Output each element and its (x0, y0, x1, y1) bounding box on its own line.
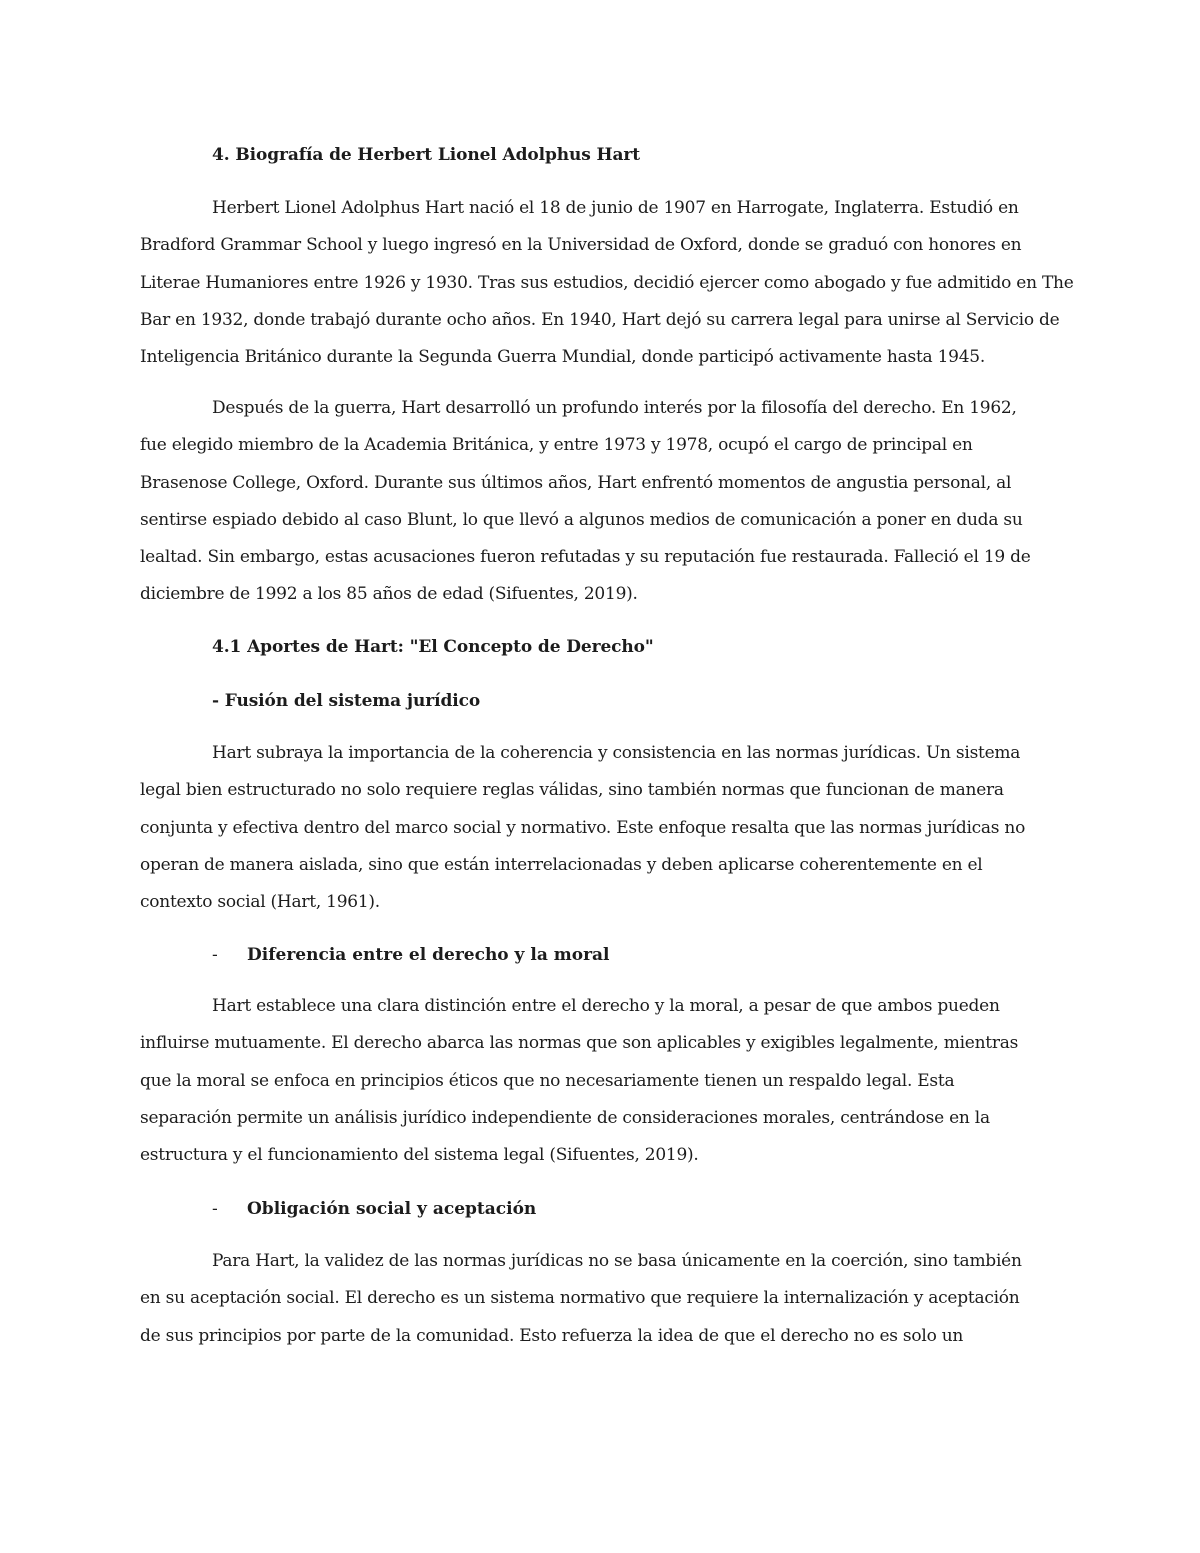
section-heading-biography: 4. Biografía de Herbert Lionel Adolphus Hart (212, 145, 641, 165)
text-line: que la moral se enfoca en principios éticos que no necesariamente tienen un respaldo legal. Esta (140, 1070, 955, 1091)
text-line: Brasenose College, Oxford. Durante sus últimos años, Hart enfrentó momentos de angustia personal, al (140, 472, 1012, 493)
subheading-text: Diferencia entre el derecho y la moral (247, 945, 610, 965)
list-dash: - (212, 1199, 218, 1219)
paragraph-biography-1 (140, 190, 1074, 376)
text-line: sentirse espiado debido al caso Blunt, lo que llevó a algunos medios de comunicación a poner en duda su (140, 509, 1023, 530)
list-dash: - (212, 945, 218, 965)
subheading-text: Obligación social y aceptación (247, 1199, 537, 1219)
text-line: lealtad. Sin embargo, estas acusaciones fueron refutadas y su reputación fue restaurada. Falleció el 19 de (140, 547, 1031, 568)
text-line: Después de la guerra, Hart desarrolló un profundo interés por la filosofía del derecho. En 1962, (212, 398, 1017, 418)
text-line: Bar en 1932, donde trabajó durante ocho años. En 1940, Hart dejó su carrera legal para unirse al Servicio de (140, 309, 1060, 330)
subheading-law-and-morality (212, 943, 610, 967)
paragraph-social-obligation (140, 1243, 1065, 1355)
text-line: Literae Humaniores entre 1926 y 1930. Tras sus estudios, decidió ejercer como abogado y fue admitido en The (140, 272, 1074, 293)
section-heading-contributions: 4.1 Aportes de Hart: "El Concepto de Derecho" (212, 637, 654, 657)
text-line: fue elegido miembro de la Academia Británica, y entre 1973 y 1978, ocupó el cargo de principal en (140, 435, 973, 456)
paragraph-biography-2 (140, 390, 1065, 614)
text-line: en su aceptación social. El derecho es un sistema normativo que requiere la internalización y aceptación (140, 1288, 1020, 1309)
text-line: estructura y el funcionamiento del sistema legal (Sifuentes, 2019). (140, 1145, 699, 1166)
subheading-legal-system-fusion: - Fusión del sistema jurídico (212, 691, 481, 711)
paragraph-legal-system-fusion (140, 735, 1065, 921)
text-line: Hart subraya la importancia de la coherencia y consistencia en las normas jurídicas. Un sistema (212, 743, 1021, 763)
text-line: Bradford Grammar School y luego ingresó en la Universidad de Oxford, donde se graduó con honores en (140, 235, 1022, 256)
text-line: legal bien estructurado no solo requiere reglas válidas, sino también normas que funcionan de manera (140, 780, 1004, 801)
text-line: separación permite un análisis jurídico independiente de consideraciones morales, centrándose en la (140, 1107, 990, 1128)
paragraph-law-and-morality (140, 988, 1065, 1174)
text-line: conjunta y efectiva dentro del marco social y normativo. Este enfoque resalta que las normas jurídicas no (140, 817, 1026, 838)
subheading-social-obligation (212, 1197, 536, 1221)
text-line: diciembre de 1992 a los 85 años de edad (Sifuentes, 2019). (140, 584, 638, 605)
text-line: Herbert Lionel Adolphus Hart nació el 18 de junio de 1907 en Harrogate, Inglaterra. Estudió en (212, 198, 1019, 218)
text-line: contexto social (Hart, 1961). (140, 892, 380, 913)
text-line: Inteligencia Británico durante la Segunda Guerra Mundial, donde participó activamente hasta 1945. (140, 347, 985, 368)
text-line: operan de manera aislada, sino que están interrelacionadas y deben aplicarse coherentemente en el (140, 854, 983, 875)
text-line: influirse mutuamente. El derecho abarca las normas que son aplicables y exigibles legalmente, mientras (140, 1033, 1019, 1054)
text-line: Hart establece una clara distinción entre el derecho y la moral, a pesar de que ambos pueden (212, 996, 1000, 1016)
text-line: Para Hart, la validez de las normas jurídicas no se basa únicamente en la coerción, sino también (212, 1251, 1022, 1271)
text-line: de sus principios por parte de la comunidad. Esto refuerza la idea de que el derecho no es solo un (140, 1325, 964, 1346)
